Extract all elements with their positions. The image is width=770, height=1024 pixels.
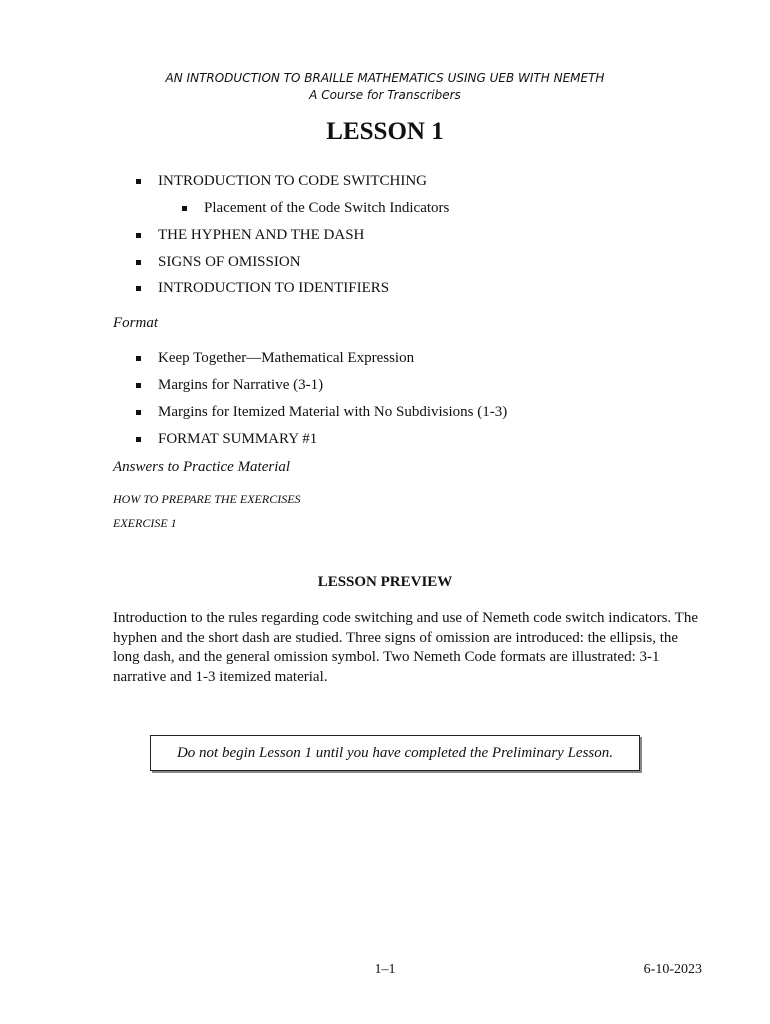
how-to-prepare-label: HOW TO PREPARE THE EXERCISES	[113, 492, 301, 506]
bullet-square-icon	[136, 233, 141, 238]
topic-label: SIGNS OF OMISSION	[158, 254, 301, 270]
page-number: 1–1	[374, 962, 396, 977]
topic-label: INTRODUCTION TO IDENTIFIERS	[158, 280, 390, 296]
bullet-square-icon	[136, 179, 141, 184]
lesson-title: LESSON 1	[326, 118, 444, 145]
format-heading: Format	[113, 315, 158, 331]
bullet-square-icon	[136, 260, 141, 265]
format-item-label: Keep Together—Mathematical Expression	[158, 350, 415, 366]
bullet-square-icon	[136, 437, 141, 442]
answers-heading: Answers to Practice Material	[113, 459, 291, 475]
format-item-label: Margins for Itemized Material with No Subdivisions (1-3)	[158, 404, 508, 420]
bullet-square-icon	[136, 286, 141, 291]
topic-label: INTRODUCTION TO CODE SWITCHING	[158, 173, 428, 189]
course-title: AN INTRODUCTION TO BRAILLE MATHEMATICS USING UEB WITH NEMETH	[165, 71, 605, 85]
course-subtitle: A Course for Transcribers	[309, 88, 461, 102]
notice-box	[150, 735, 640, 771]
notice-text: Do not begin Lesson 1 until you have completed the Preliminary Lesson.	[176, 744, 614, 761]
subtopic-label: Placement of the Code Switch Indicators	[204, 200, 450, 216]
bullet-square-icon	[182, 206, 187, 211]
preview-paragraph: Introduction to the rules regarding code switching and use of Nemeth code switch indicators. The hyphen and the short dash are studied. Three signs of omission are introduced: the ellipsis, the long dash, and the general omission symbol. Two Nemeth Code formats are illustrated: 3-1 narrative and 1-3 itemized material.	[113, 610, 698, 685]
format-item-label: FORMAT SUMMARY #1	[158, 431, 318, 447]
preview-heading: LESSON PREVIEW	[317, 574, 453, 590]
bullet-square-icon	[136, 383, 141, 388]
exercise-label: EXERCISE 1	[113, 516, 177, 530]
format-item-label: Margins for Narrative (3-1)	[158, 377, 324, 393]
revision-date: 6-10-2023	[643, 962, 702, 977]
bullet-square-icon	[136, 356, 141, 361]
topic-label: THE HYPHEN AND THE DASH	[158, 227, 365, 243]
bullet-square-icon	[136, 410, 141, 415]
